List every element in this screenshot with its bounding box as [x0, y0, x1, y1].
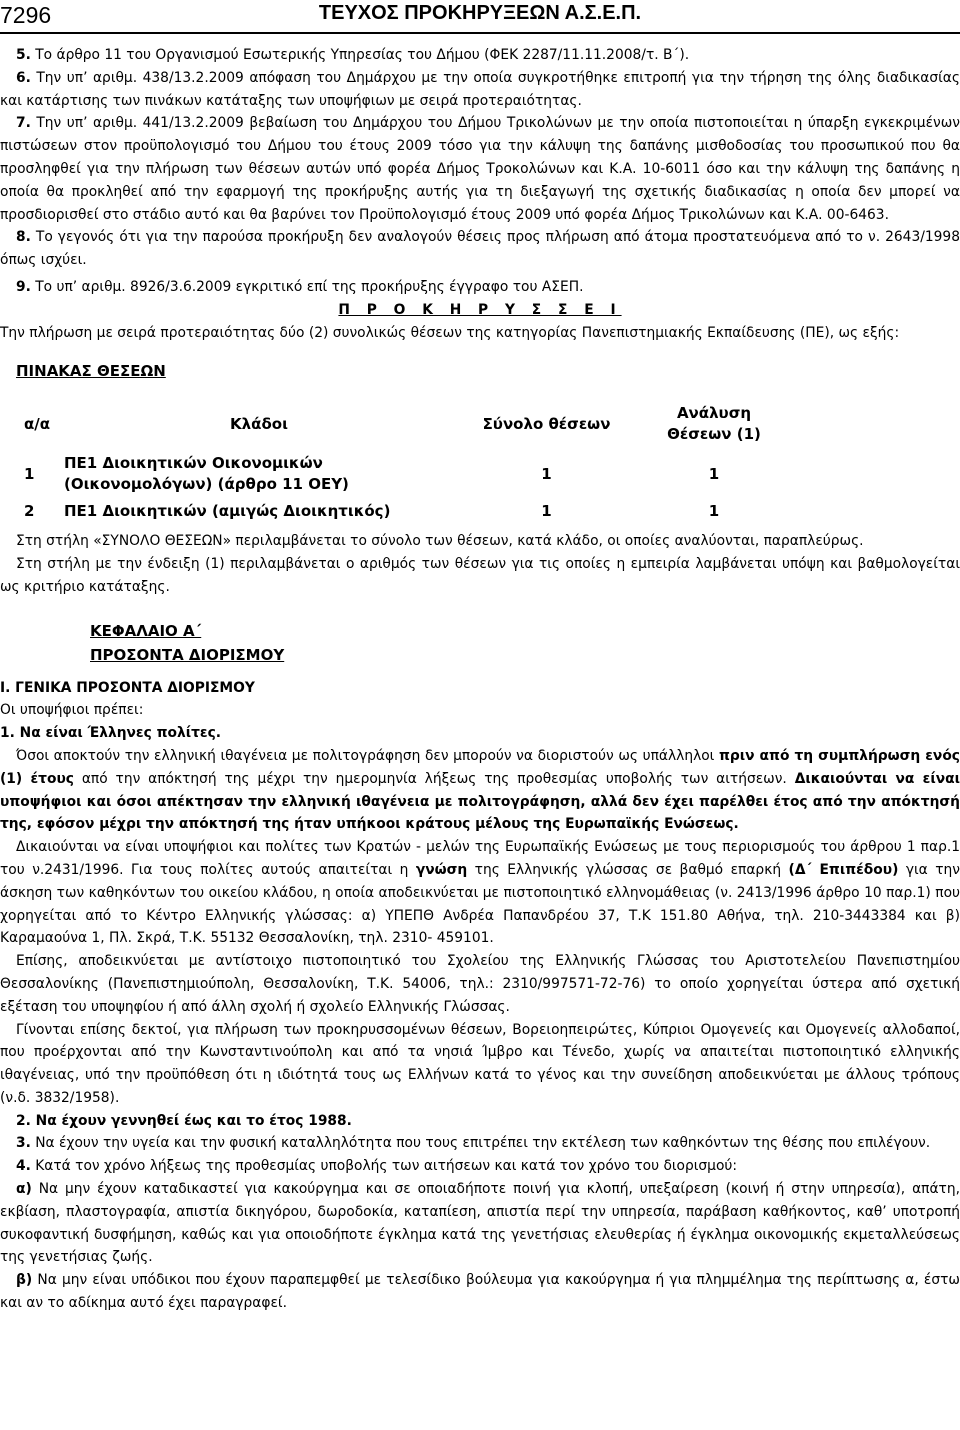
item-4: 4. Κατά τον χρόνο λήξεως της προθεσμίας υποβολής των αιτήσεων και κατά τον χρόνο του διορισμού:: [16, 1158, 738, 1175]
chapter-subtitle: ΠΡΟΣΟΝΤΑ ΔΙΟΡΙΣΜΟΥ: [90, 645, 285, 664]
item-1-title: 1. Να είναι Έλληνες πολίτες.: [0, 725, 221, 742]
header-klados: Κλάδοι: [230, 414, 288, 433]
item-7: 7. Την υπ’ αριθμ. 441/13.2.2009 βεβαίωση του Δημάρχου του Δήμου Τρικολώνων με την οποία πιστοποιείται η ύπαρξη εγκεκριμένων πιστώσεων στον προϋπολογισμό του Δήμου του έτους 2009 τόσο για την κάλυψη της δαπάνης μισθοδοσίας του προσωπικού που θα προσληφθεί για την πλήρωση των θέσεων αυτών υπό φορέα Δήμος Τροκολώνων και Κ.Α. 10-6011 όσο και την κάλυψη της δαπάνης η οποία θα προκληθεί από την εφαρμογή της προκήρυξης αυτής για τη διεξαγωγή της σχετικής διαδικασίας η οποία δεν μπορεί να προσδιορισθεί στο στάδιο αυτό και θα βαρύνει τον Προϋπολογισμό έτους 2009 υπό φορέα Δήμος Τρικολώνων και Κ.Α. 00-6463.: [0, 115, 960, 223]
header-analysi: Ανάλυση Θέσεων (1): [667, 404, 761, 444]
certificate-paragraph: Επίσης, αποδεικνύεται με αντίστοιχο πιστοποιητικό του Σχολείου της Ελληνικής Γλώσσας του Αριστοτελείου Πανεπιστημίου Θεσσαλονίκης (Πανεπιστημιούπολη, Θεσσαλονίκη, Τ.Κ. 54006, τηλ.: 2310/997571-72-76) το οποίο χορηγείται ύστερα από σχετική εξέταση του υποψηφίου ή από άλλη σχολή ή σχολείο Ελληνικής Γλώσσας.: [0, 953, 960, 1015]
general-qualifications-heading: Ι. ΓΕΝΙΚΑ ΠΡΟΣΟΝΤΑ ΔΙΟΡΙΣΜΟΥ: [0, 679, 255, 696]
item-6: 6. Την υπ’ αριθμ. 438/13.2.2009 απόφαση του Δημάρχου με την οποία συγκροτήθηκε επιτροπή για την τήρηση της όλης διαδικασίας και κατάρτισης των πινάκων κατάταξης των υποψήφιων με σειρά προτεραιότητας.: [0, 69, 960, 109]
item-5: 5. Το άρθρο 11 του Οργανισμού Εσωτερικής Υπηρεσίας του Δήμου (ΦΕΚ 2287/11.11.2008/τ. Β΄).: [16, 47, 690, 63]
table-row: [24, 495, 789, 522]
cell-synolo: 1: [541, 502, 552, 521]
item-4b: β) Να μην είναι υπόδικοι που έχουν παραπεμφθεί με τελεσίδικο βούλευμα για κακούργημα ή για πλημμέλημα της περίπτωσης α, έστω και αν το αδίκημα αυτό έχει παραγραφεί.: [0, 1272, 960, 1312]
document-body: [0, 44, 960, 1315]
naturalization-paragraph: Όσοι αποκτούν την ελληνική ιθαγένεια με πολιτογράφηση δεν μπορούν να διοριστούν ως υπάλληλοι πριν από τη συμπλήρωση ενός (1) έτους από την απόκτησή της μέχρι την ημερομηνία λήξεως της προθεσμίας υποβολής των αιτήσεων. Δικαιούνται να είναι υποψήφιοι και όσοι απέκτησαν την ελληνική ιθαγένεια με πολιτογράφηση, αλλά δεν έχει παρέλθει έτος από την απόκτησή της, εφόσον μέχρι την απόκτησή της ήταν υπήκοοι κράτους μέλους της Ευρωπαϊκής Ενώσεως.: [0, 747, 960, 833]
cell-klados: ΠΕ1 Διοικητικών Οικονομικών (Οικονομολόγων) (άρθρο 11 ΟΕΥ): [64, 454, 349, 494]
table-header-row: [24, 403, 789, 445]
item-4a: α) Να μην έχουν καταδικαστεί για κακούργημα και σε οποιαδήποτε ποινή για κλοπή, υπεξαίρεση (κοινή ή στην υπηρεσία), απάτη, εκβίαση, πλαστογραφία, απιστία δικηγόρου, δωροδοκία, καταπίεση, απιστία περί την υπηρεσία, παράβαση καθήκοντος, καθ’ υποτροπή συκοφαντική δυσφήμηση, καθώς και για οποιοδήποτε έγκλημα κατά της γενετήσιας ελευθερίας ή έγκλημα οικονομικής εκμεταλλεύσεως της γενετήσιας ζωής.: [0, 1181, 960, 1266]
eu-citizens-paragraph: Δικαιούνται να είναι υποψήφιοι και πολίτες των Κρατών - μελών της Ευρωπαϊκής Ενώσεως με τους περιορισμούς του άρθρου 1 παρ.1 του ν.2431/1996. Για τους πολίτες αυτούς απαιτείται η γνώση της Ελληνικής γλώσσας σε βαθμό επαρκή (Δ΄ Επιπέδου) για την άσκηση των καθηκόντων του οικείου κλάδου, η οποία αποδεικνύεται με πιστοποιητικό ελληνομάθειας (ν. 2413/1996 άρθρο 10 παρ.1) που χορηγείται από το Κέντρο Ελληνικής γλώσσας: α) ΥΠΕΠΘ Ανδρέα Παπανδρέου 37, Τ.Κ 151.80 Αθήνα, τηλ. 210-3443384 και β) Καραμαούνα 1, Πλ. Σκρά, Τ.Κ. 55132 Θεσσαλονίκη, τηλ. 2310- 459101.: [0, 839, 960, 947]
item-9: 9. Το υπ’ αριθμ. 8926/3.6.2009 εγκριτικό επί της προκήρυξης έγγραφο του ΑΣΕΠ.: [16, 278, 584, 295]
cell-analysi: 1: [708, 464, 720, 483]
publication-title: ΤΕΥΧΟΣ ΠΡΟΚΗΡΥΞΕΩΝ Α.Σ.Ε.Π.: [318, 2, 642, 24]
item-2-title: 2. Να έχουν γεννηθεί έως και το έτος 1988.: [16, 1112, 352, 1129]
cell-aa: 2: [24, 502, 35, 521]
note-experience-column: Στη στήλη με την ένδειξη (1) περιλαμβάνεται ο αριθμός των θέσεων για τις οποίες η εμπειρία λαμβάνεται υπόψη και βαθμολογείται ως κριτήριο κατάταξης.: [0, 555, 960, 595]
header-rule: [0, 32, 960, 34]
cell-klados: ΠΕ1 Διοικητικών (αμιγώς Διοικητικός): [64, 502, 391, 521]
page-number: 7296: [0, 2, 52, 28]
page-header: [0, 0, 960, 32]
candidates-must: Οι υποψήφιοι πρέπει:: [0, 702, 144, 719]
cell-aa: 1: [24, 464, 35, 483]
item-3: 3. Να έχουν την υγεία και την φυσική καταλληλότητα που τους επιτρέπει την εκτέλεση των καθηκόντων της θέσης που επιλέγουν.: [16, 1135, 931, 1152]
item-8: 8. Το γεγονός ότι για την παρούσα προκήρυξη δεν αναλογούν θέσεις προς πλήρωση από άτομα προστατευόμενα από το ν. 2643/1998 όπως ισχύει.: [0, 229, 960, 269]
proclamation-text: Την πλήρωση με σειρά προτεραιότητας δύο (2) συνολικώς θέσεων της κατηγορίας Πανεπιστημιακής Εκπαίδευσης (ΠΕ), ως εξής:: [0, 324, 900, 341]
cell-analysi: 1: [708, 502, 720, 521]
positions-table: [24, 403, 789, 522]
chapter-title: ΚΕΦΑΛΑΙΟ Α΄: [90, 621, 202, 640]
header-aa: α/α: [24, 414, 51, 433]
note-total-positions: Στη στήλη «ΣΥΝΟΛΟ ΘΕΣΕΩΝ» περιλαμβάνεται το σύνολο των θέσεων, κατά κλάδο, οι οποίες αναλύονται, παραπλεύρως.: [16, 533, 864, 550]
header-synolo: Σύνολο θέσεων: [482, 414, 611, 433]
proclamation-heading: Π Ρ Ο Κ Η Ρ Υ Σ Σ Ε Ι: [338, 301, 622, 318]
table-row: [24, 445, 789, 495]
expatriates-paragraph: Γίνονται επίσης δεκτοί, για πλήρωση των προκηρυσσομένων θέσεων, Βορειοηπειρώτες, Κύπριοι Ομογενείς και Ομογενείς αλλοδαποί, που προέρχονται από την Κωνσταντινούπολη και από τα νησιά Ίμβρο και Τένεδο, χωρίς να απαιτείται πιστοποιητικό ελληνικής ιθαγένειας, υπό την προϋπόθεση ότι η ιδιότητά τους ως Ελλήνων κατά το γένος και την συνείδηση αποδεικνύεται με άλλους τρόπους (ν.δ. 3832/1958).: [0, 1021, 960, 1106]
cell-synolo: 1: [541, 464, 552, 483]
positions-table-title: ΠΙΝΑΚΑΣ ΘΕΣΕΩΝ: [16, 362, 166, 381]
